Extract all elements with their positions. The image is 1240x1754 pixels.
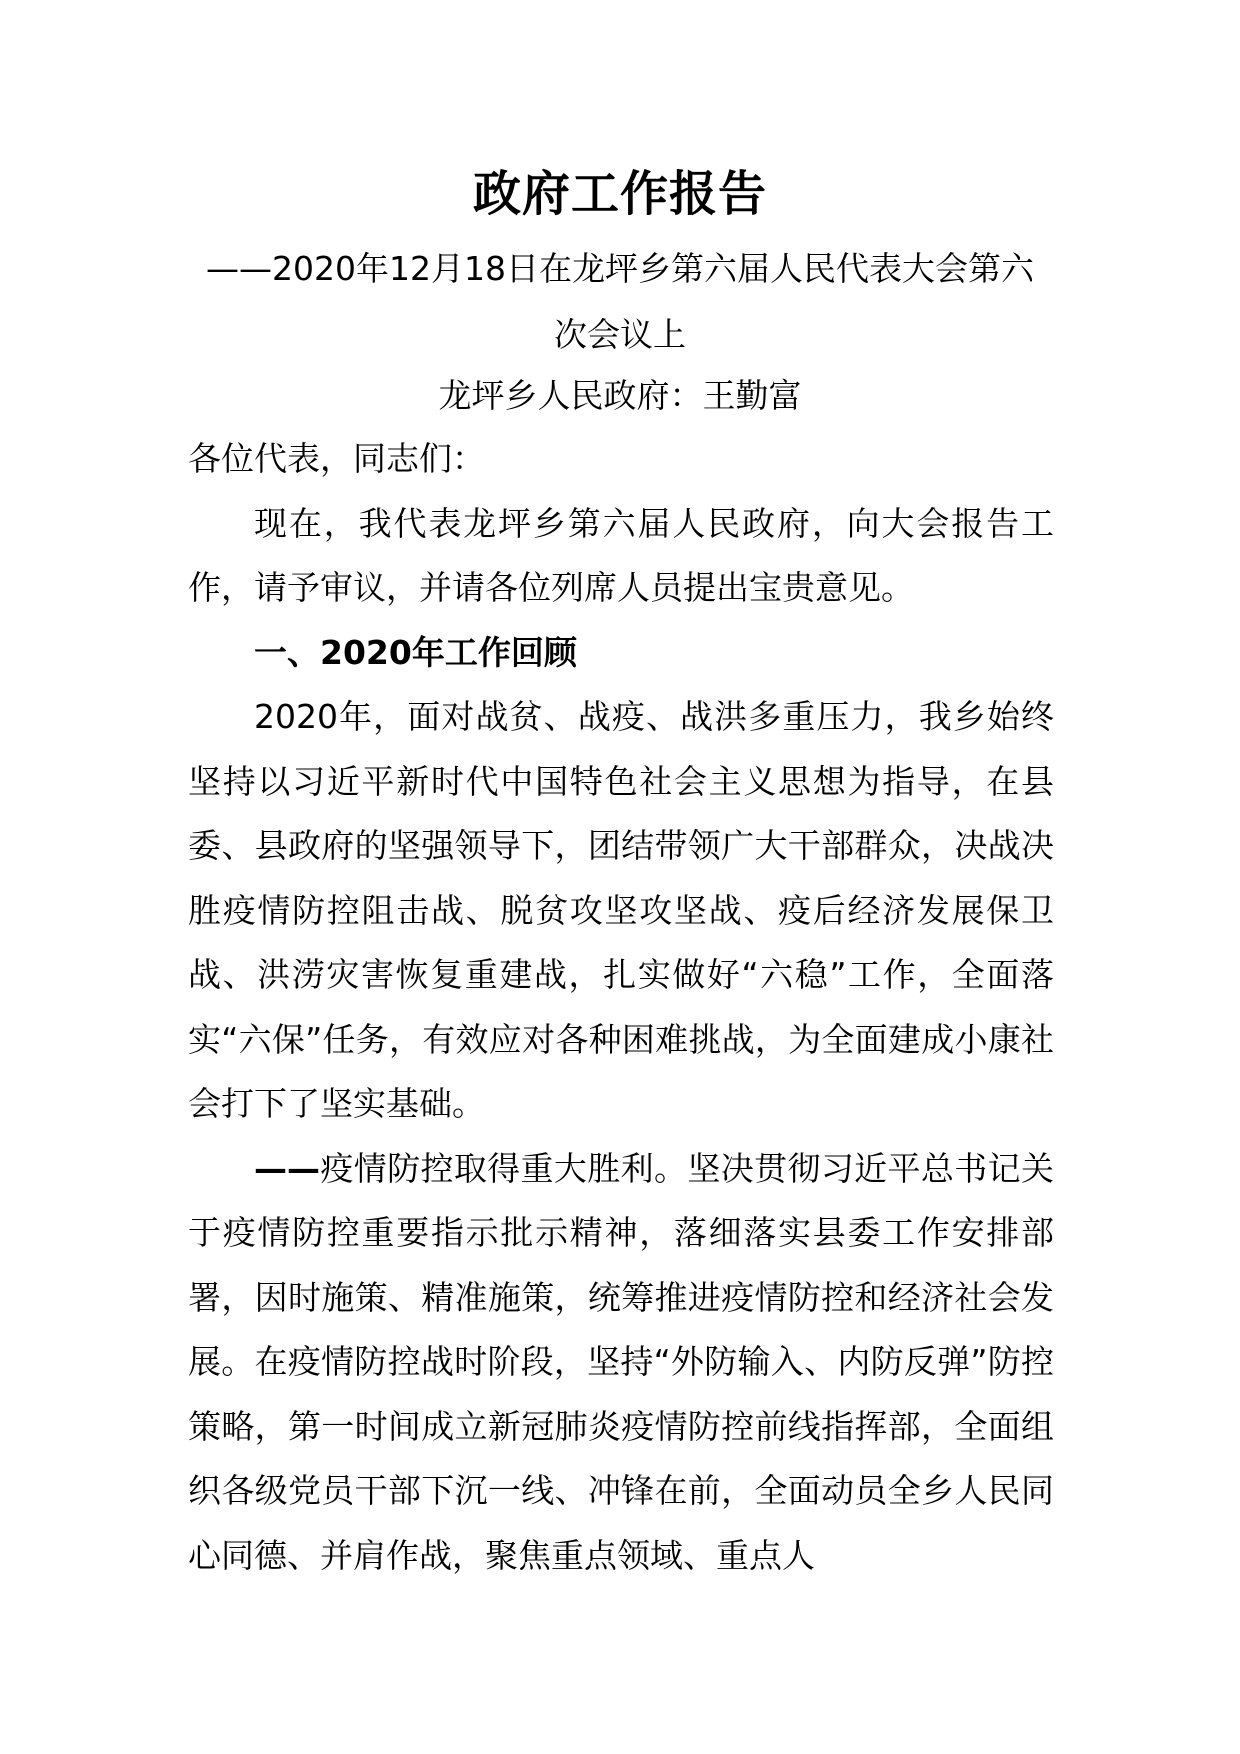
intro-paragraph: 现在，我代表龙坪乡第六届人民政府，向大会报告工作，请予审议，并请各位列席人员提出宝贵意见。 (188, 503, 1054, 607)
document-body (188, 427, 1054, 1588)
epidemic-text: 疫情防控取得重大胜利。坚决贯彻习近平总书记关于疫情防控重要指示批示精神，落细落实县委工作安排部署，因时施策、精准施策，统筹推进疫情防控和经济社会发展。在疫情防控战时阶段，坚持“外防输入、内防反弹”防控策略，第一时间成立新冠肺炎疫情防控前线指挥部，全面组织各级党员干部下沉一线、冲锋在前，全面动员全乡人民同心同德、并肩作战，聚焦重点领域、重点人 (188, 1148, 1054, 1575)
document-title: 政府工作报告 (472, 166, 767, 222)
epidemic-paragraph (188, 1137, 1054, 1589)
document-subtitle: ——2020年12月18日在龙坪乡第六届人民代表大会第六次会议上 (206, 249, 1034, 354)
section-heading: 一、2020年工作回顾 (254, 632, 577, 672)
document-author: 龙坪乡人民政府：王勤富 (438, 376, 802, 415)
review-paragraph: 2020年，面对战贫、战疫、战洪多重压力，我乡始终坚持以习近平新时代中国特色社会主义思想为指导，在县委、县政府的坚强领导下，团结带领广大干部群众，决战决胜疫情防控阻击战、脱贫攻坚攻坚战、疫后经济发展保卫战、洪涝灾害恢复重建战，扎实做好“六稳”工作，全面落实“六保”任务，有效应对各种困难挑战，为全面建成小康社会打下了坚实基础。 (188, 697, 1054, 1123)
salutation: 各位代表，同志们： (188, 439, 485, 478)
dash-lead: —— (254, 1148, 320, 1188)
